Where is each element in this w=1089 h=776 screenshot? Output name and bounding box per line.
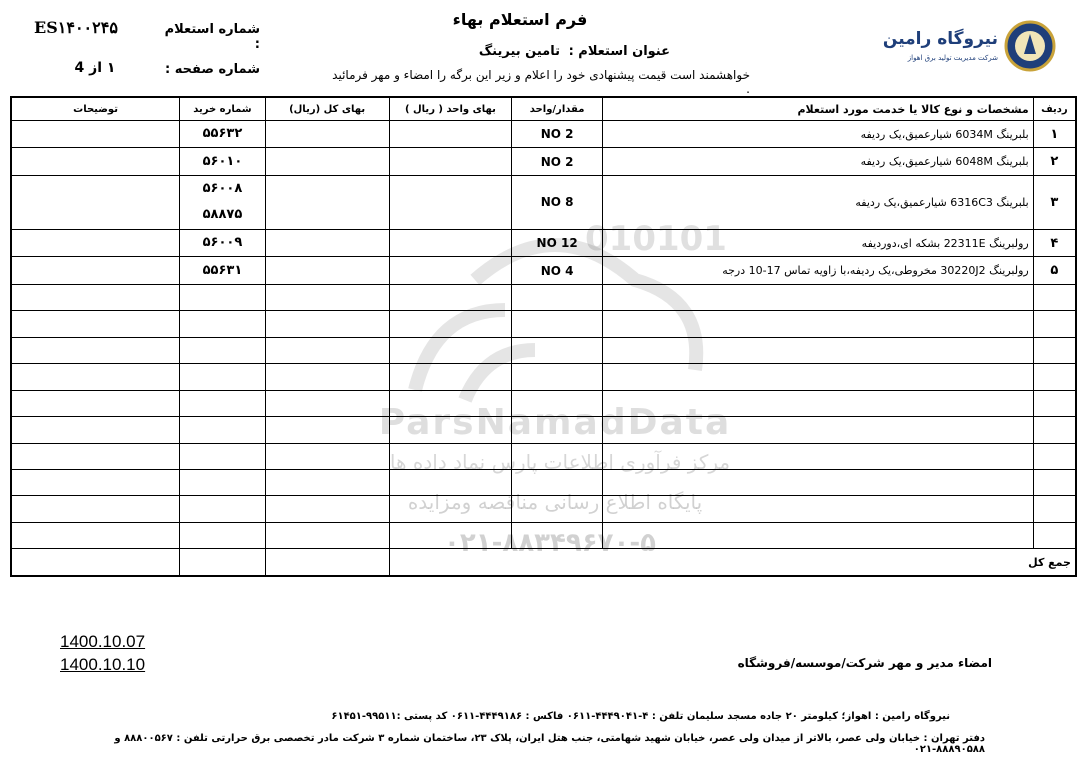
- notes-cell[interactable]: [12, 121, 180, 148]
- footer-address-plant: نیروگاه رامین : اهواز؛ کیلومتر ۲۰ جاده مسجد سلیمان تلفن : ۴-۴۴۴۹۰۴۱-۰۶۱۱ فاکس : ۴۴۴۹۱۸۶-۰۶۱۱ کد پستی :۹۹۵۱۱-۶۱۴۵۱: [331, 711, 950, 722]
- unit-price-cell[interactable]: [389, 121, 512, 148]
- watermark-brand: ParsNamadData: [378, 402, 732, 443]
- item-quantity: 4 NO: [512, 257, 603, 284]
- table-row: [12, 121, 1076, 148]
- logo-text: نیروگاه رامین: [882, 29, 998, 49]
- notes-cell[interactable]: [12, 175, 180, 229]
- item-description: رولبرینگ 30220J2 مخروطی،یک ردیفه،با زاویه تماس 17-10 درجه: [602, 257, 1033, 284]
- date-issued: 1400.10.07: [60, 632, 146, 651]
- header-description: مشخصات و نوع کالا یا خدمت مورد استعلام: [602, 98, 1033, 121]
- subject-label: عنوان استعلام :: [568, 44, 670, 59]
- order-number: ۵۶۰۰۸: [202, 181, 243, 197]
- notes-cell[interactable]: [12, 148, 180, 175]
- watermark-phone: ۰۲۱-۸۸۳۴۹۶۷۰-۵: [443, 528, 656, 558]
- item-description: رولبرینگ 22311E بشکه ای،دوردیفه: [602, 229, 1033, 256]
- table-row: [12, 229, 1076, 256]
- empty-row: [12, 284, 1076, 310]
- item-quantity: 2 NO: [512, 121, 603, 148]
- date-deadline: 1400.10.10: [60, 655, 146, 674]
- row-number: ۵: [1033, 257, 1075, 284]
- table-row: [12, 148, 1076, 175]
- item-description: بلبرینگ 6048M شیارعمیق،یک ردیفه: [602, 148, 1033, 175]
- header-order-number: شماره خرید: [180, 98, 266, 121]
- page-number-value: ۱ از 4: [74, 60, 116, 76]
- inquiry-number-value: ES۱۴۰۰۲۴۵: [34, 18, 118, 37]
- total-price-cell[interactable]: [265, 148, 389, 175]
- unit-price-cell[interactable]: [389, 229, 512, 256]
- table-row: [12, 257, 1076, 284]
- signature-label: امضاء مدیر و مهر شرکت/موسسه/فروشگاه: [737, 656, 992, 670]
- notes-cell[interactable]: [12, 229, 180, 256]
- header-total-price: بهای کل (ریال): [265, 98, 389, 121]
- header-row-number: ردیف: [1033, 98, 1075, 121]
- watermark-digits: 010101: [585, 219, 727, 259]
- unit-price-cell[interactable]: [389, 257, 512, 284]
- header-notes: توضیحات: [12, 98, 180, 121]
- total-price-cell[interactable]: [265, 175, 389, 229]
- item-description: بلبرینگ 6034M شیارعمیق،یک ردیفه: [602, 121, 1033, 148]
- item-quantity: 8 NO: [512, 175, 603, 229]
- header-quantity: مقدار/واحد: [512, 98, 603, 121]
- footer-address-tehran: دفتر تهران : خیابان ولی عصر، بالاتر از میدان ولی عصر، خیابان شهید شهامتی، جنب هتل ایران، پلاک ۲۳، ساختمان شماره ۳ شرکت مادر تخصصی برق حرارتی تلفن : ۸۸۸۰۰۵۶۷ و ۸۸۸۹۰۵۸۸-۰۲۱: [114, 733, 985, 755]
- subject-value: تامین بیرینگ: [478, 44, 560, 59]
- order-number: ۵۶۰۱۰: [180, 148, 266, 175]
- item-quantity: 12 NO: [512, 229, 603, 256]
- empty-row: [12, 311, 1076, 337]
- row-number: ۲: [1033, 148, 1075, 175]
- empty-row: [12, 364, 1076, 390]
- page-number-label: شماره صفحه :: [165, 62, 260, 77]
- item-description: بلبرینگ 6316C3 شیارعمیق،یک ردیفه: [602, 175, 1033, 229]
- table-row: [12, 175, 1076, 229]
- empty-row: [12, 337, 1076, 363]
- watermark-line-1: مرکز فرآوری اطلاعات پارس نماد داده ها: [389, 450, 731, 474]
- logo-subtext: شرکت مدیریت تولید برق اهواز: [907, 54, 998, 62]
- total-price-cell[interactable]: [265, 229, 389, 256]
- instructions-text: خواهشمند است قیمت پیشنهادی خود را اعلام و زیر این برگه را امضاء و مهر فرمائید .: [332, 68, 750, 96]
- inquiry-number-label: شماره استعلام :: [164, 22, 260, 52]
- total-price-cell[interactable]: [265, 121, 389, 148]
- total-label: جمع کل: [389, 549, 1075, 576]
- table-header-row: [12, 98, 1076, 121]
- row-number: ۳: [1033, 175, 1075, 229]
- order-number: ۵۵۶۳۲: [180, 121, 266, 148]
- order-number-secondary: ۵۸۸۷۵: [202, 207, 243, 223]
- header-unit-price: بهای واحد ( ریال ): [389, 98, 512, 121]
- row-number: ۴: [1033, 229, 1075, 256]
- order-number: ۵۵۶۳۱: [180, 257, 266, 284]
- form-title: فرم استعلام بهاء: [452, 10, 588, 29]
- unit-price-cell[interactable]: [389, 175, 512, 229]
- notes-cell[interactable]: [12, 257, 180, 284]
- item-quantity: 2 NO: [512, 148, 603, 175]
- row-number: ۱: [1033, 121, 1075, 148]
- unit-price-cell[interactable]: [389, 148, 512, 175]
- total-price-cell[interactable]: [265, 257, 389, 284]
- order-number: ۵۶۰۰۹: [180, 229, 266, 256]
- company-logo: [882, 18, 1058, 74]
- watermark-line-2: پایگاه اطلاع رسانی مناقصه ومزایده: [407, 490, 703, 514]
- order-number-cell: [180, 175, 266, 229]
- grand-total-cell[interactable]: [265, 549, 389, 576]
